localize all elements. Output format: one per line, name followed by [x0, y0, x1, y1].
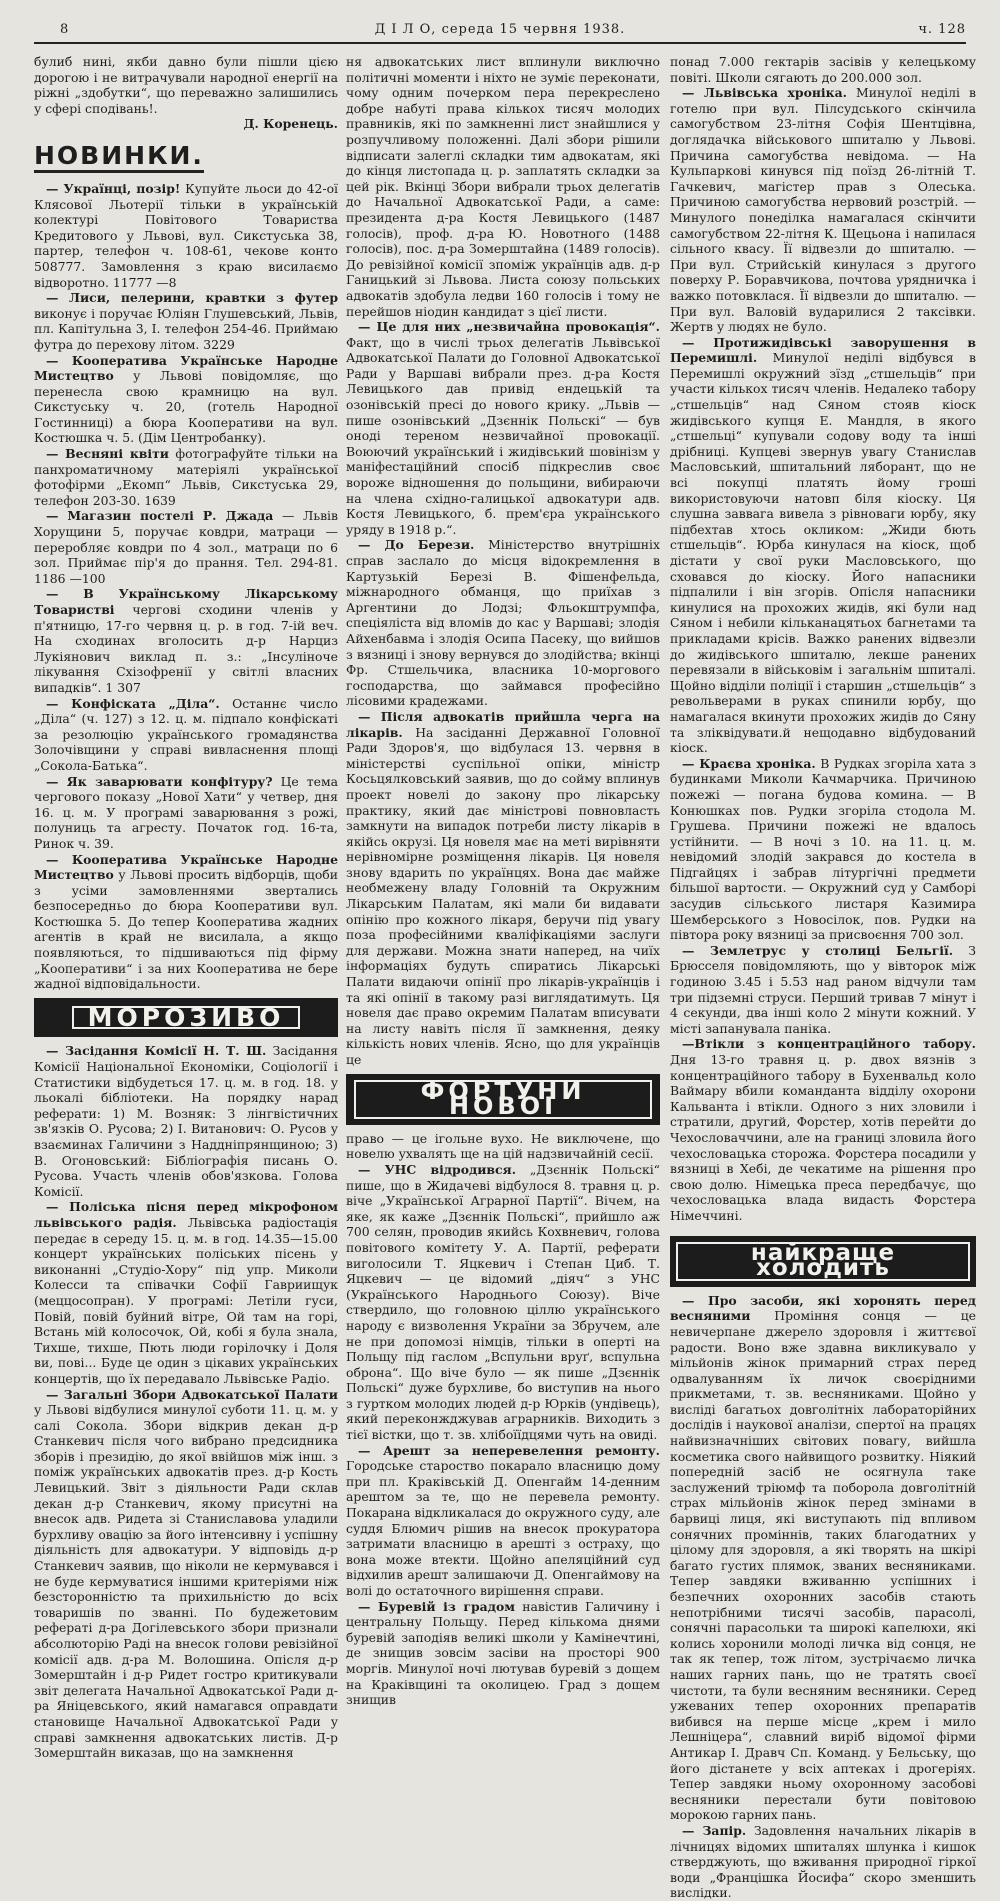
article-continuation: понад 7.000 гектарів засівів у келецькому повіті. Школи сягають до 200.000 зол. — [670, 54, 976, 85]
column-3 — [670, 54, 976, 1901]
ad-banner-text: найкраще холодить — [676, 1242, 970, 1281]
ad-banner-naykrashche — [670, 1236, 976, 1287]
news-lead: — Протижидівські заворушення в Перемишлі. — [670, 334, 976, 366]
news-text: чергові сходини членів у п'ятницю, 17-го червня ц. р. в год. 7-ій веч. На сходинах вголосить д-р Нарциз Лукіянович виклад п. з.: „Інсуліноче лікування Схізофренії у світлі власних випадків“. 1 307 — [34, 602, 338, 695]
news-item — [670, 943, 976, 1037]
news-text: Львівська радіостація передає в середу 15. ц. м. в год. 14.35—15.00 концерт українських поліських пісень у виконанні „Студіо-Хору“ під упр. Миколи Колесси та співачки Софії Гавриищук (меццосопран). У програмі: Летіли гуси, Повій, повій буйний вітре, Ой там на горі, Встань мій колосочок, Ой, кобі я була знала, Тихше, тихше, Пють люди горілочку і Доля ви, пові... Буде це один з цікавих українських концертів, що їх передавало Львівське Радіо. — [34, 1214, 338, 1386]
news-item — [34, 696, 338, 774]
ad-banner-text: МОРОЗИВО — [72, 1006, 301, 1030]
news-text: На засіданні Державної Головної Ради Здоров'я, що відбулася 13. червня в міністерстві суспільної опіки, міністр Косьцялковський заявив, що до сойму вплинув проект новелі до закону про лікарську практику, який дає міністрові повновласть замкнути на випадок потреби листу лікарів в якійсь окрузі. Ця новеля має на меті вирівняти нерівномірне розміщення лікарів. Ця новеля знову вдарить по українцях. Вона дає майже необмежену владу Головній та Окружним Лікарським Палатам, які мали би видавати опінію про кожного лікаря, беручи під увагу поза професійними кваліфікаціями заслуги для держави. Можна знати наперед, на чиїх інформаціях будуть спиратись Лікарські Палати видаючи опінії про лікарів-українців і та які опінії в такому разі виглядатимуть. Ця новеля дає право окремим Палатам вписувати на листу навіть після її замкнення, деяку кількість нових членів. Ясно, що для українців це — [346, 724, 660, 1067]
news-lead: — Поліська пісня перед мікрофоном львівського радія. — [34, 1199, 338, 1230]
news-text: виконує і поручає Юліян Глушевський, Львів, пл. Капітульна 3, І. телефон 254-46. Приймаю футра до перехову літом. 3229 — [34, 305, 338, 352]
news-lead: — Загальні Збори Адвокатської Палати — [46, 1386, 338, 1402]
news-item — [34, 353, 338, 447]
news-item — [346, 1162, 660, 1443]
news-lead: — Землетрус у столиці Бельгії. — [682, 942, 954, 958]
article-continuation: булиб нині, якби давно були пішли цією дорогою і не витрачували народної енергії на ріжні „здобутки“, що переважно залишились у сфері сподівань!. — [34, 54, 338, 116]
news-lead: — Засідання Комісії Н. Т. Ш. — [46, 1043, 267, 1059]
news-text: Дня 13-го травня ц. р. двох вязнів з концентраційного табору в Бухенвальд коло Ваймару вбили команданта відділу охорони Кальванта і втікли. Одного з них зловили і стратили, другий, Форстер, хотів перейти до Чехословаччини, але на границі зловила його чехословацька сторожа. Форстера посадили у вязниці в Хебі, де чекатиме на рішення про свою долю. Німецька преса передбачує, що чехословацька влада видасть Форстера Німеччині. — [670, 1052, 976, 1223]
news-text: Минулої неділі в готелю при вул. Пілсудського скінчила самогубством 23-літня Софія Шентцівна, доглядачка військового шпиталю у Львові. Причина самогубства невідома. — На Кульпаркові кинувся під поїзд 26-літній Т. Гачкевич, магістер прав з Олеська. Причиною самогубства нервовий розстрій. — Минулого понеділка намагалася скінчити самогубством 22-літня К. Щецьона і напилася сільного квасу. Її відвезли до шпиталю. — При вул. Стрийській кинулася з другого поверху Р. Боравчикова, почтова урядничка і важко потовклася. Її відвезли до шпиталю. — При вул. Валовій вударилися 2 таксівки. Жертв у людях не було. — [670, 85, 976, 335]
ad-banner-fortuny — [346, 1074, 660, 1125]
news-item — [34, 852, 338, 992]
news-lead: — Це для них „незвичайна провокація“. — [358, 319, 660, 335]
news-lead: — УНС відродився. — [358, 1161, 517, 1177]
news-text: Купуйте льоси до 42-ої Клясової Льотерії тільки в українській колектурі Повітового Товариства Кредитового у Львові, вул. Сикстуська 38, партер, телефон ч. 108-61, чекове конто 508777. Замовлення з краю висилаємо відворотно. 11777 —8 — [34, 180, 338, 290]
news-item — [670, 1293, 976, 1823]
section-heading-novynky: НОВИНКИ. — [34, 142, 204, 173]
page-number: 8 — [60, 22, 70, 37]
news-item — [34, 586, 338, 695]
news-text: Проміння сонця — це невичерпане джерело здоровля і життєвої радости. Воно вже здавна викликувало у мільйонів жінок примарний страх перед одвалуванням їх личок своєрідними прикметами, т. зв. весняниками. Щойно у висліді багатьох довголітніх лабораторійних дослідів і наукової аналізи, спертої на працях найвизначніших світових повагу, вийшла косметика свого найвищого розвитку. Ніякий попередній засіб не осягнула таке заслужений тріюмф та поборола довголітній страх мільйонів жінок перед змінами в барвиці лиця, які виступають під впливом сонячних проміннів, таких благодатних у цілому для здоровля, а які творять на шкірі багато густих плямок, званих весняниками. Тепер завдяки вживанню успішних і безпечних охоронних засобів стають непотрібними тисячі засобів, парасолі, сонячні парасольки та широкі капелюхи, які колись хоронили молоді личка від сонця, не так як тепер, тож літом, зустрічаємо личка наших гарних пань, що не тратять своєї чистоти, та були весняним весняники. Серед ужеваних тепер охоронних препаратів вибився на перше місце „крем і мило Лешніцера“, славний виріб відомої фірми Антикар І. Дравч Сп. Команд. у Бельську, що його дістанете у всіх аптеках і дрогеріях. Тепер завдяки ньому охоронному засобові весняники перестали бути повітовою морокою гарних пань. — [670, 1308, 976, 1823]
news-text: Городське староство покарало власницю дому при пл. Краківській Д. Опенгайм 14-денним арештом за те, що не перевела ремонту. Покарана відкликалася до окружного суду, але суддя Блюмич рішив на внесок прокуратора затримати власницю в арешті з остраху, що вона може втекти. Щойно апеляційний суд відхилив арешт залишаючи Д. Опенгаймову на волі до остаточного вирішення справи. — [346, 1458, 660, 1598]
news-lead: — Львівська хроніка. — [682, 85, 847, 101]
news-item — [34, 181, 338, 290]
news-item — [346, 1443, 660, 1599]
news-item — [670, 85, 976, 335]
news-text: Міністерство внутрішніх справ заслало до місця відокремлення в Картузькій Березі В. Фішенфельда, міжнародного обманця, що приїхав з Аргентини до Лодзі; Фльокштрумпфа, спеціяліста від вломів до кас у Варшаві; злодія Айхенбавма і злодія Осипа Пасеку, що вийшов з вязниці і знову вернувся до злодійства; вкінці Фр. Стшельчика, власника 10-моргового господарства, що займався професійно лісовими крадежами. — [346, 537, 660, 709]
issue-number: ч. 128 — [918, 22, 966, 37]
signature-row — [34, 116, 338, 132]
news-text: В Рудках згоріла хата з будинками Миколи Качмарчика. Причиною пожежі — погана будова комина. — В Конюшках пов. Рудки згоріла стодола М. Грушева. Причини пожежі не вдалось устійнити. — В ночі з 10. на 11. ц. м. невідомий злодій закрався до костела в Підгайцях і забрав літургічні предмети більшої вартости. — Окружний суд у Самборі засудив сільського листаря Казимира Шемберського з Новосілок, пов. Рудки на півтора року вязниці за присвоєння 700 зол. — [670, 755, 976, 943]
news-lead: — Краєва хроніка. — [682, 755, 816, 771]
news-text: фотографуйте тільки на панхроматичному матеріялі української фотофірми „Екомп“ Львів, Сикстуська 29, телефон 203-30. 1639 — [34, 446, 338, 508]
news-lead: — Після адвокатів прийшла черга на лікарів. — [346, 708, 660, 740]
news-text: у Львові просить відборців, щоби з усіми замовленнями звертались безпосередньо до бюра Кооперативи вул. Костюшка 5. До тепер Кооператива жадних агентів в край не висилала, а якщо появляються, то підшиваються під фірму „Кооперативи“ і за них Кооператива не бере жадної відповідальности. — [34, 867, 338, 992]
news-item — [346, 709, 660, 1068]
news-lead: — Весняні квіти — [46, 446, 169, 462]
news-text: у Львові відбулися минулої суботи 11. ц. м. у салі Сокола. Збори відкрив декан д-р Станкевич після чого вибрано предсидника зборів і президію, до якої ввійшов між інш. з поміж українських адвокатів през. д-р Кость Левицький. Звіт з діяльности Ради склав декан д-р Станкевич, якому присутні на внесок адв. Ридета зі Станиславова уладили бурхливу овацію за його інтенсивну і успішну діяльність для адвокатури. У відповідь д-р Станкевич заявив, що ніколи не кермувався і не буде кермуватися іншими критеріями ніж безсторонністю та прихильністю до всіх товаришів по званні. По будежетовим рефераті д-ра Догілевського збори признали абсолюторію Раді на внесок голови ревізійної комісії адв. д-ра М. Волошина. Опісля д-р Зомерштайн і д-р Ридет гостро критикували звіт делегата Начальної Адвокатської Ради д-ра Яніцевського, який намагався оправдати становище Начальної Адвокатської Ради у справі замкнення адвокатських листів. Д-р Зомерштайн виказав, що на замкнення — [34, 1402, 338, 1761]
news-text: З Брюсселя повідомляють, що у вівторок між годиною 3.45 і 5.53 над раном відчули там три підземні струси. Перший тривав 7 мінут і 4 секунди, два інші коло 2 мінути кожний. У місті запанувала паніка. — [670, 942, 976, 1036]
news-item — [670, 1823, 976, 1901]
news-item — [346, 319, 660, 537]
news-text: навістив Галичину і центральну Польщу. Перед кількома днями буревій заподіяв великі школи у Камінечтині, де знищив зовсім засіви на просторі 900 моргів. Минулої ночі лютував буревій з дощем на Краківщині та околицею. Град з дощем знищив — [346, 1598, 660, 1708]
running-header — [34, 20, 966, 44]
news-text: Це тема чергового показу „Нової Хати“ у четвер, дня 16. ц. м. У програмі заварювання з рожі, полуниць та агресту. Початок год. 16-та, Ринок ч. 39. — [34, 773, 338, 851]
news-text: Факт, що в числі трьох делегатів Львівської Адвокатської Палати до Головної Адвокатської Ради у Варшаві вибрали през. д-ра Костя Левицького дав привід ендецькій та озонівській пресі до нового крику. „Львів — пише озонівський „Дзєннік Польскі“ — був оноді тереном незвичайної провокації. Воюючий український і жидівський шовінізм у маніфестаційний спосіб підкреслив своє вороже відношення до польщини, вибираючи на члена східно-галицької адвокатури адв. Костя Левицького, б. прем'єра українського уряду в 1918 р.“. — [346, 334, 660, 537]
news-item — [34, 290, 338, 352]
author-signature: Д. Коренець. — [243, 116, 338, 132]
news-text: у Львові повідомляє, що перенесла свою крамницю на вул. Сикстуську ч. 20, (готель Народної Гостинниці) а бюра Кооперативи на вул. Костюшка ч. 5. (Дім Центробанку). — [34, 368, 338, 446]
news-text: — Львів Хорущини 5, поручає ковдри, матраци — переробляє ковдри по 4 зол., матраци по 6 зол. Приймає пір'я до прання. Тел. 294-81. 1186 —100 — [34, 508, 338, 586]
ad-banner-text: ФОРТУНИ НОВОІ — [354, 1080, 652, 1119]
news-lead: — До Берези. — [358, 537, 475, 553]
news-item — [346, 537, 660, 709]
news-lead: — В Українському Лікарському Товаристві — [34, 586, 338, 617]
article-continuation: ня адвокатських лист вплинули виключно політичні моменти і ніхто не зуміє переконати, чому одним почерком пера перекреслено добре набуті права кількох тисяч молодих правників, які по замкненні лист знайшлися у розпучливому положенні. Далі збори рішили відписати залеглі складки тим адвокатам, які до кінця листопада ц. р. заплатять складки за цей рік. Вкінці Збори вибрали трьох делегатів до Начальної Адвокатської Ради, а саме: президента д-ра Костя Левицького (1487 голосів), проф. д-ра Ю. Новотного (1488 голосів), пос. д-ра Зомерштайна (1489 голосів). До ревізійної комісії зпоміж українців адв. д-р Ганицький зі Львова. Листа союзу польських адвокатів здобула ледви 160 голосів і тому не перейшов ніодин кандидат з цієї листи. — [346, 54, 660, 319]
news-lead: — Лиси, пелерини, кравтки з футер — [46, 290, 338, 306]
news-item — [34, 446, 338, 508]
column-1 — [34, 54, 338, 1761]
news-item — [34, 1199, 338, 1386]
news-lead: —Втікли з концентраційного табору. — [682, 1036, 976, 1052]
news-item — [670, 335, 976, 756]
news-item — [34, 774, 338, 852]
news-lead: — Конфіската „Діла“. — [46, 695, 220, 711]
news-lead: — Про засоби, які хоронять перед весняними — [670, 1292, 976, 1324]
news-item — [670, 1036, 976, 1223]
news-lead: — Кооператива Українське Народне Мистецтво — [34, 851, 338, 883]
news-item — [34, 1043, 338, 1199]
news-text: Задовлення начальних лікарів в лічницях відомих шпиталях шлунка і кишок стверджують, що вживання природної гіркої води „Францішка Йосифа“ скоро зменшить вислідки. — [670, 1822, 976, 1901]
news-lead: — Арешт за неперевелення ремонту. — [358, 1442, 660, 1458]
news-lead: — Буревій із градом — [358, 1598, 515, 1614]
news-item — [34, 1387, 338, 1761]
masthead-line: Д І Л О, середа 15 червня 1938. — [374, 22, 626, 37]
ad-banner-morozyvo — [34, 998, 338, 1038]
news-item — [670, 756, 976, 943]
news-item — [34, 508, 338, 586]
article-continuation: право — це ігольне вухо. Не виключене, що новелю ухвалять ще на цій надзвичайній сесії. — [346, 1130, 660, 1162]
news-text: „Дзєннік Польскі“ пише, що в Жидачеві відбулося 8. травня ц. р. віче „Української Аграрної Партії“. Вічем, на яке, як каже „Дзєннік Польскі“, прийшло аж 700 селян, проводив якийсь Кохвневич, голова повітового комітету У. А. Партії, реферати виголосили Т. Яцкевич і Степан Циб. Т. Яцкевич — це відомий „діяч“ з УНС (Українського Народнього Союзу). Віче ствердило, що головною ціллю українського народу є визволення України за Збручем, але не при допомозі німців, тільки в опертi на Польщу під гаслом „Вспульни вруґ, вспульна оброна“. Що віче було — як пише „Дзєннік Польскі“ дуже бурхливе, бо виступив на нього з гуртком молодих людей д-р Юрків (ундівець), який переконжджував аграрників. Виходить з тієї вістки, що т. зв. хлібоїїдцями чуть на овиді. — [346, 1161, 660, 1443]
news-lead: — Кооператива Українське Народне Мистецтво — [34, 352, 338, 384]
news-lead: — Запір. — [682, 1822, 747, 1838]
news-lead: — Як заварювати конфітуру? — [46, 773, 273, 789]
news-text: Останнє число „Діла“ (ч. 127) з 12. ц. м. підпало конфіскаті за резолюцію українського громадянства Золочівщини у справі вивласнення площі „Сокола-Батька“. — [34, 695, 338, 773]
news-text: Минулої неділі відбувся в Перемишлі окружний зїзд „стшельців“ при участи кількох тисяч членів. Недалеко табору „стшельців“ над Сяном стояв кіоск жидівського купця Е. Мандля, в якого „стшельці“ купували содову воду та інші дрібниці. Купцеві звернув увагу Станислав Масловський, шпитальний ляборант, що не всі покупці платять йому гроші використовуючи натовп біля кіоску. Ця слушна заввага вивела з рівноваги юрбу, яку підбехтав хтось окликом: „Жиди бють стшельців“. Юрба кинулася на кіоск, щоб дістати у свої руки Масловського, що сховався до кіоску. Його напасники підпалили і він згорів. Опісля напасники кинулися на прохожих жидів, які були над Сяном і небили кільканацятьох багнетами та прикладами крісів. Важко ранених відвезли до жидівського шпиталю, лекше ранених перевязали в військовім і загальнім шпиталі. Щойно відділи поліції і старшин „стшельців“ з револьверами в руках спинили юрбу, що намагалася вкинути прохожих жидів до Сяну та зліквідувати.й нещодавно відбудований кіоск. — [670, 350, 976, 756]
news-text: Засідання Комісії Національної Економіки, Соціології і Статистики відбудеться 17. ц. м. в год. 18. у льокалі бібліотеки. На порядку нарад реферати: 1) М. Возняк: З лінгвістичних зв'язків О. Русова; 2) І. Витанович: О. Русов у взаєминах Галичини з Наддніпрянщиною; 3) В. Огоновський: Бібліографія писань О. Русова. Участь членів обов'язкова. Голова Комісії. — [34, 1043, 338, 1199]
news-lead: — Магазин постелі Р. Джада — [46, 508, 274, 524]
news-item — [346, 1599, 660, 1708]
news-lead: — Українці, позір! — [46, 180, 181, 196]
column-2 — [346, 54, 660, 1708]
